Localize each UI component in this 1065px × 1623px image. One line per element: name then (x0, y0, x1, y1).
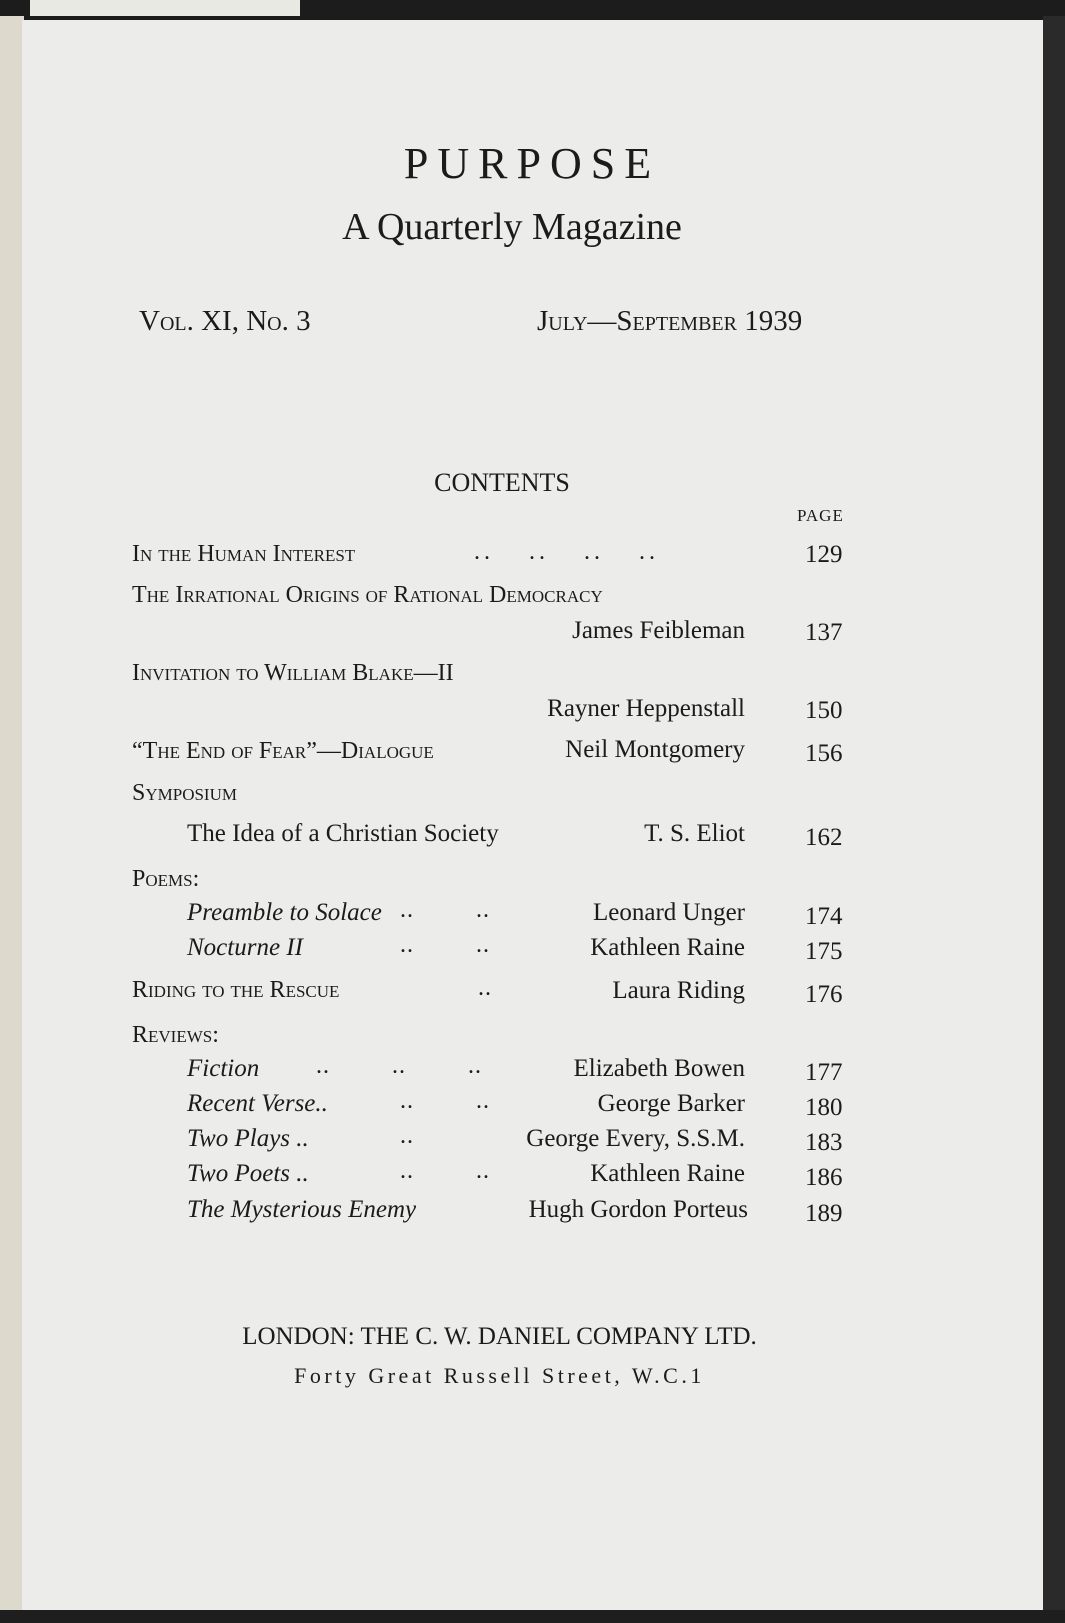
toc-entry-title: Nocturne II (187, 934, 303, 961)
toc-entry-author: Kathleen Raine (590, 934, 745, 961)
toc-entry-author: Rayner Heppenstall (547, 695, 745, 722)
toc-entry-author: T. S. Eliot (644, 820, 745, 847)
toc-page-number: 156 (805, 740, 843, 767)
reviews-heading: Reviews: (132, 1022, 219, 1048)
toc-page-number: 162 (805, 824, 843, 851)
toc-page-number: 186 (805, 1164, 843, 1191)
toc-entry-author: Laura Riding (612, 977, 745, 1004)
page-column-label: PAGE (797, 506, 844, 525)
toc-leader-dots: .. .. (400, 1158, 490, 1184)
issue-date: July—September 1939 (537, 305, 803, 337)
toc-entry-title: Riding to the Rescue (132, 977, 340, 1003)
toc-entry-author: Leonard Unger (592, 899, 745, 926)
toc-page-number: 177 (805, 1059, 843, 1086)
toc-entry-title: “The End of Fear”—Dialogue (132, 738, 434, 764)
toc-entry-author: Neil Montgomery (565, 736, 745, 763)
toc-entry-author: Elizabeth Bowen (573, 1055, 745, 1082)
toc-entry-title: Preamble to Solace (187, 899, 382, 926)
toc-leader-dots: .. .. (400, 932, 490, 958)
toc-entry-title: Invitation to William Blake—II (132, 660, 454, 686)
volume-number: Vol. XI, No. 3 (139, 305, 311, 337)
toc-leader-dots: .. .. .. (316, 1053, 482, 1079)
toc-entry-author: George Every, S.S.M. (526, 1125, 745, 1152)
toc-leader-dots: .. .. .. .. (474, 539, 659, 565)
toc-page-number: 183 (805, 1129, 843, 1156)
toc-entry-title: The Mysterious Enemy (187, 1196, 417, 1223)
toc-leader-dots: .. (478, 975, 492, 1001)
toc-page-number: 180 (805, 1094, 843, 1121)
toc-page-number: 174 (805, 903, 843, 930)
scan-top-notch (30, 0, 300, 16)
toc-page-number: 175 (805, 938, 843, 965)
toc-page-number: 129 (805, 541, 843, 568)
symposium-heading: Symposium (132, 780, 237, 806)
toc-page-number: 150 (805, 697, 843, 724)
toc-entry-author: Hugh Gordon Porteus (528, 1196, 748, 1223)
toc-entry-author: Kathleen Raine (590, 1160, 745, 1187)
magazine-title: PURPOSE (403, 139, 661, 188)
toc-entry-title: In the Human Interest (132, 541, 356, 567)
magazine-page (22, 20, 1043, 1610)
contents-heading: CONTENTS (434, 468, 570, 497)
poems-heading: Poems: (132, 866, 200, 892)
magazine-subtitle: A Quarterly Magazine (342, 206, 682, 248)
toc-entry-title: Two Plays .. (187, 1125, 309, 1152)
scan-left-edge (0, 16, 24, 1623)
toc-leader-dots: .. (400, 1123, 414, 1149)
publisher-line: LONDON: THE C. W. DANIEL COMPANY LTD. (242, 1323, 757, 1350)
toc-page-number: 189 (805, 1200, 843, 1227)
toc-entry-author: George Barker (597, 1090, 745, 1117)
scan-bottom-edge (0, 1610, 1065, 1623)
toc-entry-title: The Irrational Origins of Rational Democracy (132, 582, 603, 608)
toc-leader-dots: .. .. (400, 1088, 490, 1114)
toc-entry-title: Recent Verse.. (187, 1090, 328, 1117)
publisher-address: Forty Great Russell Street, W.C.1 (294, 1363, 705, 1388)
toc-page-number: 137 (805, 619, 843, 646)
toc-entry-title: Two Poets .. (187, 1160, 309, 1187)
toc-leader-dots: .. .. (400, 897, 490, 923)
toc-entry-author: James Feibleman (572, 617, 745, 644)
scan-right-edge (1043, 16, 1065, 1623)
toc-entry-title: Fiction (187, 1055, 260, 1082)
toc-page-number: 176 (805, 981, 843, 1008)
toc-entry-title: The Idea of a Christian Society (187, 820, 499, 847)
